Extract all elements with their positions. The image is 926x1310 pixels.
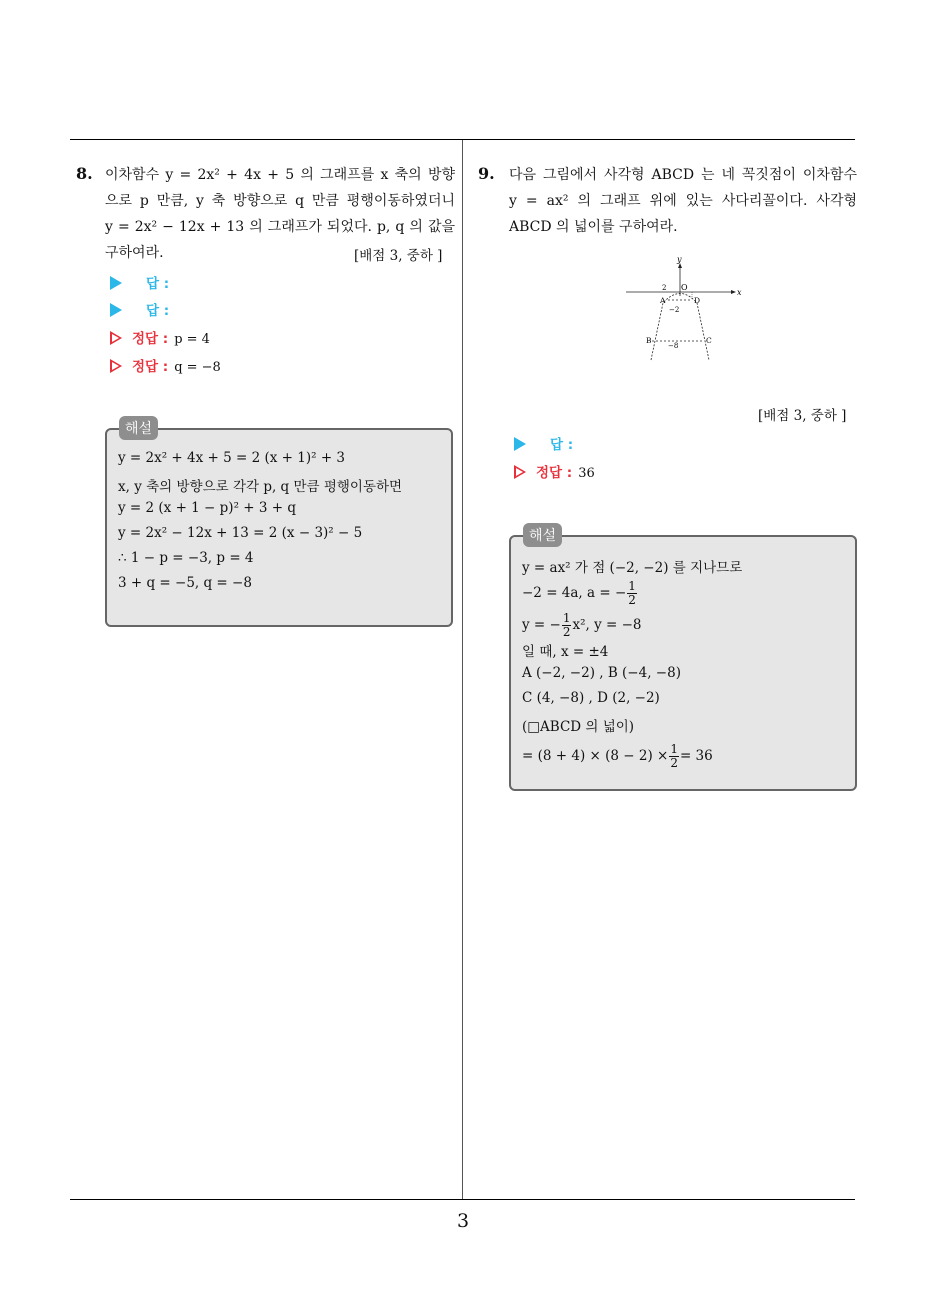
correct-value: q = −8 xyxy=(174,360,221,375)
label-c: C xyxy=(706,336,712,345)
correct-arrow-icon xyxy=(110,331,122,345)
q9-correct-1 xyxy=(514,461,595,481)
frac-num: 1 xyxy=(628,579,636,593)
q8-line-1: 이차함수 y = 2x² + 4x + 5 의 그래프를 x 축의 방향 xyxy=(105,167,455,183)
q8-explanation-text xyxy=(118,450,402,600)
q9-exp-line-3a: y = − xyxy=(522,617,561,633)
q8-line-3: y = 2x² − 12x + 13 의 그래프가 되었다. p, q 의 값을 xyxy=(105,219,455,235)
q9-score: [배점 3, 중하 ] xyxy=(758,408,847,424)
q8-answer-2 xyxy=(110,299,169,319)
answer-label: 답 : xyxy=(146,276,170,292)
q8-line-4: 구하여라. xyxy=(105,245,164,261)
x-axis-arrow xyxy=(731,290,736,294)
parabola-graph xyxy=(622,252,746,364)
q9-exp-line-3b: x², y = −8 xyxy=(572,617,642,633)
answer-label: 답 : xyxy=(146,303,170,319)
label-a: A xyxy=(660,296,666,305)
q9-exp-line-6: C (4, −8) , D (2, −2) xyxy=(522,690,660,706)
frac-den: 2 xyxy=(670,756,678,770)
q8-exp-line-2: x, y 축의 방향으로 각각 p, q 만큼 평행이동하면 xyxy=(118,479,403,495)
q9-exp-line-4: 일 때, x = ±4 xyxy=(522,644,609,660)
q9-exp-line-2 xyxy=(522,576,742,610)
label-x: x xyxy=(737,288,742,297)
correct-label: 정답 : xyxy=(132,359,169,375)
q8-exp-line-6: 3 + q = −5, q = −8 xyxy=(118,575,252,591)
label-b: B xyxy=(646,336,652,345)
q9-exp-line-8 xyxy=(522,740,742,772)
frac-num: 1 xyxy=(562,611,571,625)
q8-answer-1 xyxy=(110,272,169,292)
q9-explanation-tag: 해설 xyxy=(523,523,562,547)
q8-exp-line-1: y = 2x² + 4x + 5 = 2 (x + 1)² + 3 xyxy=(118,450,346,466)
page-number: 3 xyxy=(456,1210,470,1232)
answer-label: 답 : xyxy=(550,437,574,453)
bottom-rule xyxy=(70,1199,855,1200)
correct-value: 36 xyxy=(578,466,595,481)
q8-exp-line-4: y = 2x² − 12x + 13 = 2 (x − 3)² − 5 xyxy=(118,525,363,541)
q8-score: [배점 3, 중하 ] xyxy=(354,248,443,264)
answer-arrow-icon xyxy=(514,437,526,451)
label-tick-neg8: −8 xyxy=(668,342,679,350)
q9-text xyxy=(509,162,857,240)
q9-line-2: y = ax² 의 그래프 위에 있는 사다리꼴이다. 사각형 xyxy=(509,193,857,209)
label-d: D xyxy=(694,296,701,305)
q9-exp-line-2-text: −2 = 4a, a = − xyxy=(522,585,627,601)
q8-number: 8. xyxy=(76,164,93,183)
q9-exp-line-7: (□ABCD 의 넓이) xyxy=(522,719,635,735)
answer-arrow-icon xyxy=(110,276,122,290)
correct-label: 정답 : xyxy=(132,331,169,347)
q9-exp-line-8b: = 36 xyxy=(679,748,713,764)
q9-exp-line-8a: = (8 + 4) × (8 − 2) × xyxy=(522,748,669,764)
q8-exp-line-5: ∴ 1 − p = −3, p = 4 xyxy=(118,550,254,566)
label-tick-neg2: −2 xyxy=(669,306,680,314)
frac-den: 2 xyxy=(562,625,571,639)
q9-exp-line-5: A (−2, −2) , B (−4, −8) xyxy=(522,665,681,681)
correct-value: p = 4 xyxy=(174,332,210,347)
q8-line-2: 으로 p 만큼, y 축 방향으로 q 만큼 평행이동하였더니 xyxy=(105,193,455,209)
q8-correct-1 xyxy=(110,327,210,347)
correct-label: 정답 : xyxy=(536,465,573,481)
q9-answer-1 xyxy=(514,433,573,453)
fraction-one-half xyxy=(562,612,572,639)
correct-arrow-icon xyxy=(514,465,526,479)
label-y: y xyxy=(677,255,682,264)
q9-explanation-text xyxy=(522,556,742,772)
q9-exp-line-1: y = ax² 가 점 (−2, −2) 를 지나므로 xyxy=(522,560,743,576)
q8-correct-2 xyxy=(110,355,221,375)
frac-den: 2 xyxy=(628,593,636,607)
fraction-one-half xyxy=(669,743,679,770)
q9-number: 9. xyxy=(478,164,495,183)
q9-line-3: ABCD 의 넓이를 구하여라. xyxy=(509,219,678,235)
q8-exp-line-3: y = 2 (x + 1 − p)² + 3 + q xyxy=(118,500,296,516)
q9-line-1: 다음 그림에서 사각형 ABCD 는 네 꼭짓점이 이차함수 xyxy=(509,167,857,183)
q9-exp-line-3 xyxy=(522,610,742,640)
frac-num: 1 xyxy=(670,742,678,756)
q8-explanation-tag: 해설 xyxy=(119,416,158,440)
fraction-one-half xyxy=(627,580,637,607)
correct-arrow-icon xyxy=(110,359,122,373)
answer-arrow-icon xyxy=(110,303,122,317)
label-tick-2: 2 xyxy=(662,284,667,292)
column-divider xyxy=(462,140,463,1200)
label-origin: O xyxy=(681,283,688,292)
